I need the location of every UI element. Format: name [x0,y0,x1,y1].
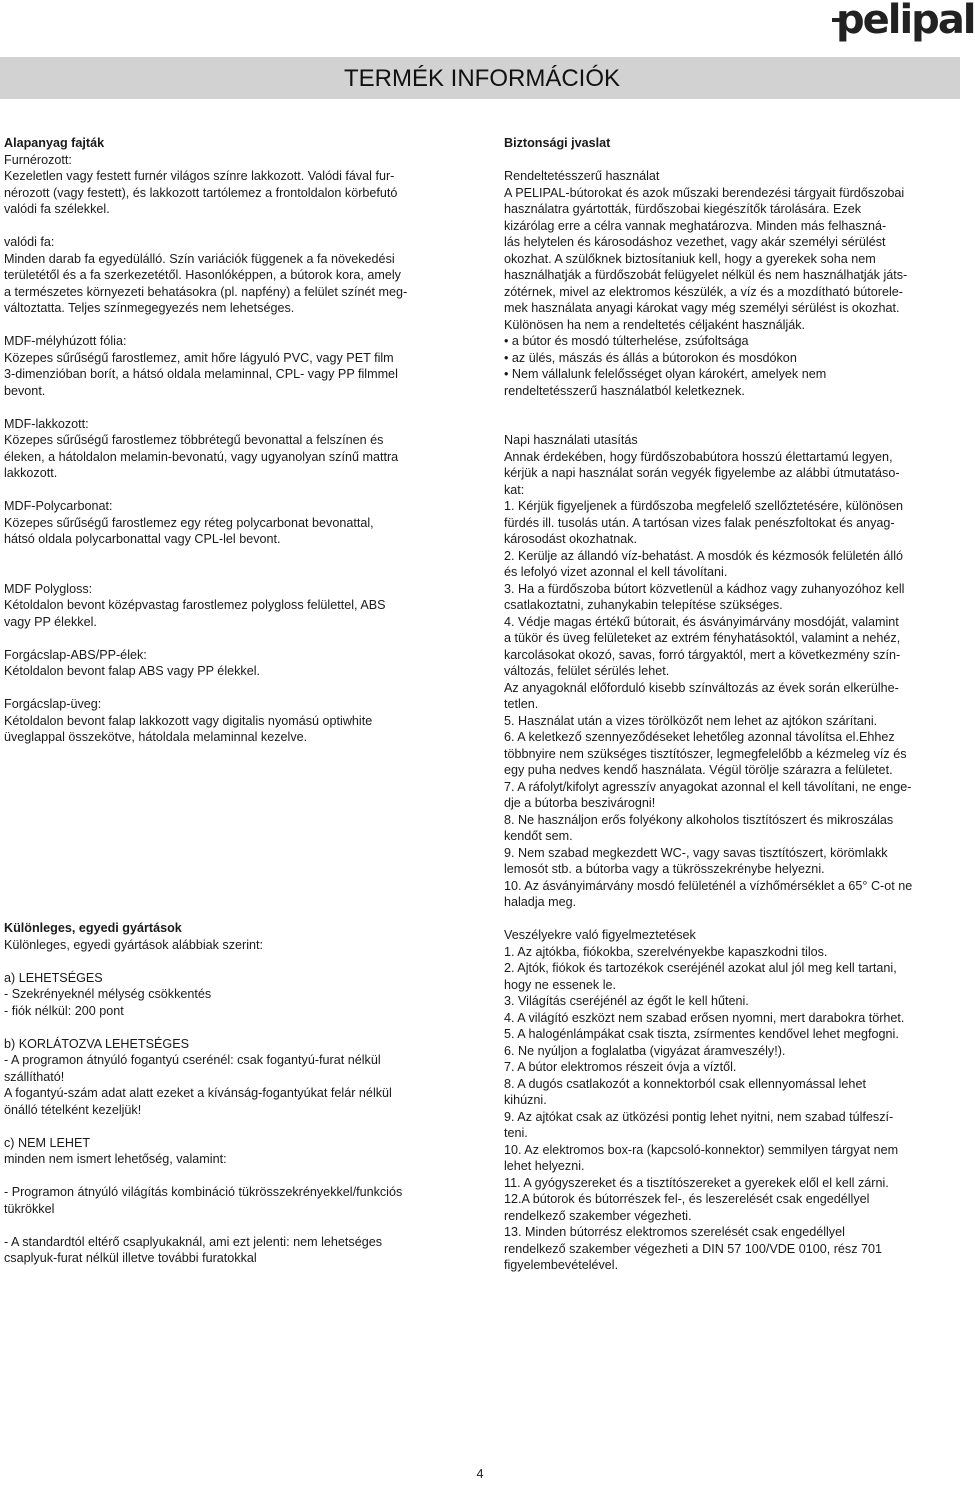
paragraph-spacer [4,1168,464,1185]
paragraph: MDF Polygloss: Kétoldalon bevont középvastag farostlemez polygloss felülettel, ABS vagy PP élekkel. [4,581,386,629]
paragraph-spacer [4,317,464,334]
paragraph: c) NEM LEHET minden nem ismert lehetőség, valamint: [4,1135,227,1166]
paragraph: Furnérozott: Kezeletlen vagy festett furnér világos színre lakkozott. Valódi fával fur- nérozott (vagy festett), és lakkozott tartólemez a frontoldalon körbefutó valódi fa szélekkel. [4,152,398,216]
paragraph-spacer [4,482,464,499]
paragraph: Forgácslap-üveg: Kétoldalon bevont falap lakkozott vagy digitalis nyomású optiwhite üveglappal összekötve, hátoldala melaminnal kezelve. [4,697,373,744]
paragraph-spacer [4,564,464,581]
paragraph-spacer [504,911,956,928]
paragraph: Napi használati utasítás Annak érdekében, hogy fürdőszobabútora hosszú élettartamú legyen, kérjük a napi használat során vegyék figyelembe az alábbi útmutatáso- kat: 1. Kérjük figyeljenek a fürdőszoba megfelelő szellőztetésére, különösen fürdés ill. tusolás után. A tartósan vizes falak penészfoltokat és anyag- károsodást okozhatnak. 2. Kerülje az állandó víz-behatást. A mosdók és kézmosók felületén álló és lefolyó vizet azonnal el kell távolítani. 3. Ha a fürdőszoba bútort közvetlenül a kádhoz vagy zuhanyozóhoz kell csatlakoztatni, zuhanykabin telepítése szükséges. 4. Védje magas értékű bútorait, és ásványimárvány mosdóját, valamint a tükör és üveg felületeket az extrém fényhatásoktól, valamint a nehéz, karcolásokat okozó, savas, forró tárgyaktól, mert a következmény szín- változás, felület sérülés lehet. Az anyagoknál előforduló kisebb színváltozás az évek során elkerülhe- tetlen. 5. Használat után a vizes törölközőt nem lehet az ajtókon szárítani. 6. A keletkező szennyeződéseket lehetőleg azonnal távolítsa el.Ehhez többnyire nem szükséges tisztítószer, legmegfelelőbb a kézmeleg víz és egy puha nedves kendő használata. Végül törölje szárazra a felületet. 7. A ráfolyt/kifolyt agresszív anyagokat azonnal el kell távolítani, ne enge- dje a bútorba beszivárogni! 8. Ne használjon erős folyékony alkoholos tisztítószert és mikroszálas kendőt sem. 9. Nem szabad megkezdett WC-, vagy savas tisztítószert, körömlakk lemosót stb. a bútorba vagy a tükrösszekrénybe helyezni. 10. Az ásványimárvány mosdó felületénél a vízhőmérséklet a 65° C-ot ne haladja meg. [504,433,913,909]
paragraph-spacer [4,1118,464,1135]
paragraph: Forgácslap-ABS/PP-élek: Kétoldalon bevont falap ABS vagy PP élekkel. [4,647,261,678]
paragraph: valódi fa: Minden darab fa egyedülálló. Szín variációk függenek a fa növekedési területétől és a fa szerkezetétől. Hasonlóképpen, a bútorok kora, amely a természetes környezeti behatásokra (pl. napfény) a felület színét meg- változtatta. Teljes színmegegyezés nem lehetséges. [4,235,408,315]
paragraph-spacer [4,548,464,565]
paragraph: Rendeltetésszerű használat A PELIPAL-bútorokat és azok műszaki berendezési tárgyait fürdőszobai használatra gyártották, fürdőszobai kiegészítők tárolására. Ezek kizárólag erre a célra vannak meghatározva. Minden más felhaszná- lás helytelen és károsodáshoz vezethet, vagy akár személyi sérülést okozhat. A szülőknek biztosítaniuk kell, hogy a gyerekek soha nem használhatják a fürdőszobát felügyelet nélkül és nem használhatják játs- zótérnek, mivel az elektromos készülék, a víz és a mozdítható bútorele- mek használata anyagi károkat vagy még személyi sérülést is okozhat. Különösen ha nem a rendeltetés céljaként használják. • a bútor és mosdó túlterhelése, zsúfoltsága • az ülés, mászás és állás a bútorokon és mosdókon • Nem vállalunk felelősséget olyan károkért, amelyek nem rendeltetésszerű használatból keletkeznek. [504,169,908,398]
title-banner [0,57,960,99]
paragraph: Veszélyekre való figyelmeztetések 1. Az ajtókba, fiókokba, szerelvényekbe kapaszkodni tilos. 2. Ajtók, fiókok és tartozékok cseréjénél azokat alul jól meg kell tartani, hogy ne essenek le. 3. Világítás cseréjénél az égőt le kell hűteni. 4. A világító eszközt nem szabad erősen nyomni, mert darabokra törhet. 5. A halogénlámpákat csak tiszta, zsírmentes kendővel lehet megfogni. 6. Ne nyúljon a foglalatba (vigyázat áramveszély!). 7. A bútor elektromos részeit óvja a víztől. 8. A dugós csatlakozót a konnektorból csak ellennyomással lehet kihúzni. 9. Az ajtókat csak az ütközési pontig lehet nyitni, nem szabad túlfeszí- teni. 10. Az elektromos box-ra (kapcsoló-konnektor) semmilyen tárgyat nem lehet helyezni. 11. A gyógyszereket és a tisztítószereket a gyerekek elől el kell zárni. 12.A bútorok és bútorrészek fel-, és leszerelését csak engedéllyel rendelkező szakember végezheti. 13. Minden bútorrész elektromos szerelését csak engedéllyel rendelkező szakember végezheti a DIN 57 100/VDE 0100, rész 701 figyelembevételével. [504,928,905,1272]
paragraph-spacer [4,630,464,647]
paragraph: - Programon átnyúló világítás kombináció tükrösszekrényekkel/funkciós tükrökkel [4,1185,403,1216]
paragraph: MDF-mélyhúzott fólia: Közepes sűrűségű farostlemez, amit hőre lágyuló PVC, vagy PET film 3-dimenzióban borít, a hátsó oldala melaminnal, CPL- vagy PP filmmel bevont. [4,334,398,398]
paragraph-spacer [504,152,956,169]
paragraph-spacer [4,1019,464,1036]
paragraph-spacer [4,680,464,697]
logo-wordmark: pelipal [836,0,975,43]
section-heading: Biztonsági jvaslat [504,136,611,150]
section-heading: Különleges, egyedi gyártások [4,921,182,935]
paragraph: MDF-Polycarbonat: Közepes sűrűségű farostlemez egy réteg polycarbonat bevonattal, hátsó oldala polycarbonattal vagy CPL-lel bevont. [4,499,374,546]
section-heading: Alapanyag fajták [4,136,105,150]
paragraph-spacer [4,1217,464,1234]
paragraph: a) LEHETSÉGES - Szekrényeknél mélység csökkentés - fiók nélkül: 200 pont [4,970,212,1018]
paragraph: - A standardtól eltérő csaplyukaknál, ami ezt jelenti: nem lehetséges csaplyuk-furat nélkül illetve további furatokkal [4,1234,383,1265]
paragraph: b) KORLÁTOZVA LEHETSÉGES - A programon átnyúló fogantyú cserénél: csak fogantyú-furat nélkül szállítható! A fogantyú-szám adat alatt ezeket a kívánság-fogantyúkat felár nélkül önálló tételként kezeljük! [4,1036,392,1117]
paragraph: MDF-lakkozott: Közepes sűrűségű farostlemez többrétegű bevonattal a felszínen és éleken, a hátoldalon melamin-bevonatú, vagy ugyanolyan színű mattra lakkozott. [4,416,399,480]
right-column-safety [504,135,956,1274]
page-title: TERMÉK INFORMÁCIÓK [343,65,620,92]
paragraph-spacer [4,953,464,970]
paragraph-spacer [504,416,956,433]
page-number: 4 [476,1467,484,1481]
brand-logo [832,0,975,46]
left-column-materials [4,135,464,746]
paragraph-spacer [4,218,464,235]
paragraph-spacer [4,399,464,416]
left-column-custom-manufacturing [4,920,464,1267]
paragraph: Különleges, egyedi gyártások alábbiak szerint: [4,937,264,952]
paragraph-spacer [504,399,956,416]
